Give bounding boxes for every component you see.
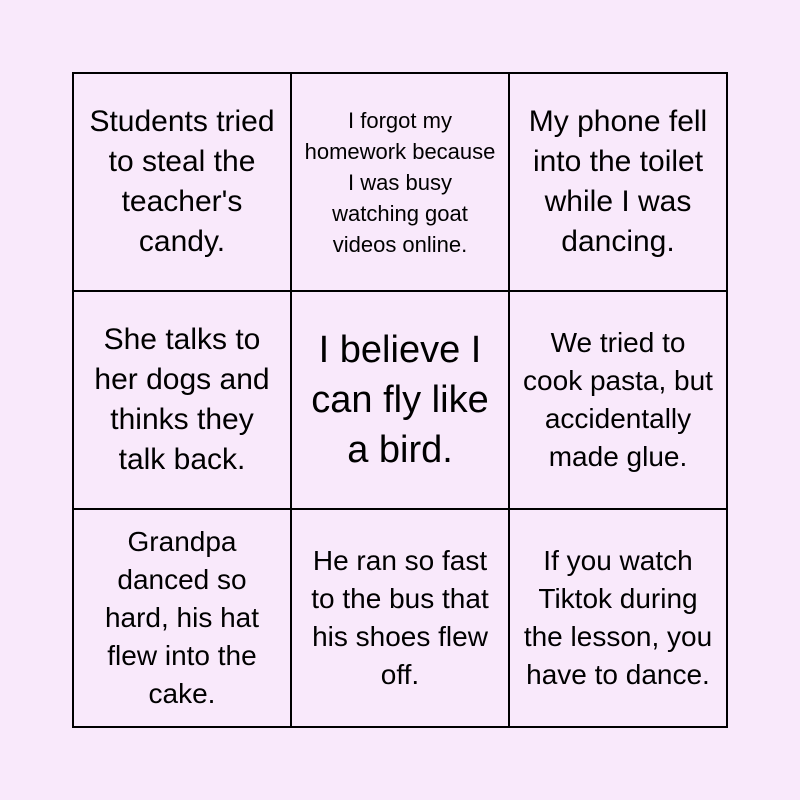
bingo-board [72, 72, 728, 728]
bingo-cell-text: Students tried to steal the teacher's candy. [89, 105, 275, 258]
bingo-cell-text: I believe I can fly like a bird. [311, 329, 489, 471]
bingo-cell[interactable] [74, 510, 292, 728]
bingo-cell-text: She talks to her dogs and thinks they talk back. [94, 323, 270, 476]
bingo-cell[interactable] [510, 292, 728, 510]
bingo-cell-text: I forgot my homework because I was busy watching goat videos online. [304, 107, 496, 257]
bingo-cell[interactable] [74, 292, 292, 510]
bingo-cell-text: We tried to cook pasta, but accidentally made glue. [523, 327, 713, 472]
bingo-cell-text: If you watch Tiktok during the lesson, you have to dance. [523, 545, 713, 690]
bingo-cell-text: My phone fell into the toilet while I was dancing. [528, 105, 708, 258]
bingo-cell-text: Grandpa danced so hard, his hat flew into the cake. [104, 526, 260, 709]
bingo-cell[interactable] [510, 510, 728, 728]
bingo-cell[interactable] [292, 74, 510, 292]
bingo-cell-center[interactable] [292, 292, 510, 510]
bingo-cell[interactable] [74, 74, 292, 292]
bingo-cell-text: He ran so fast to the bus that his shoes flew off. [311, 545, 489, 690]
bingo-cell[interactable] [292, 510, 510, 728]
bingo-cell[interactable] [510, 74, 728, 292]
